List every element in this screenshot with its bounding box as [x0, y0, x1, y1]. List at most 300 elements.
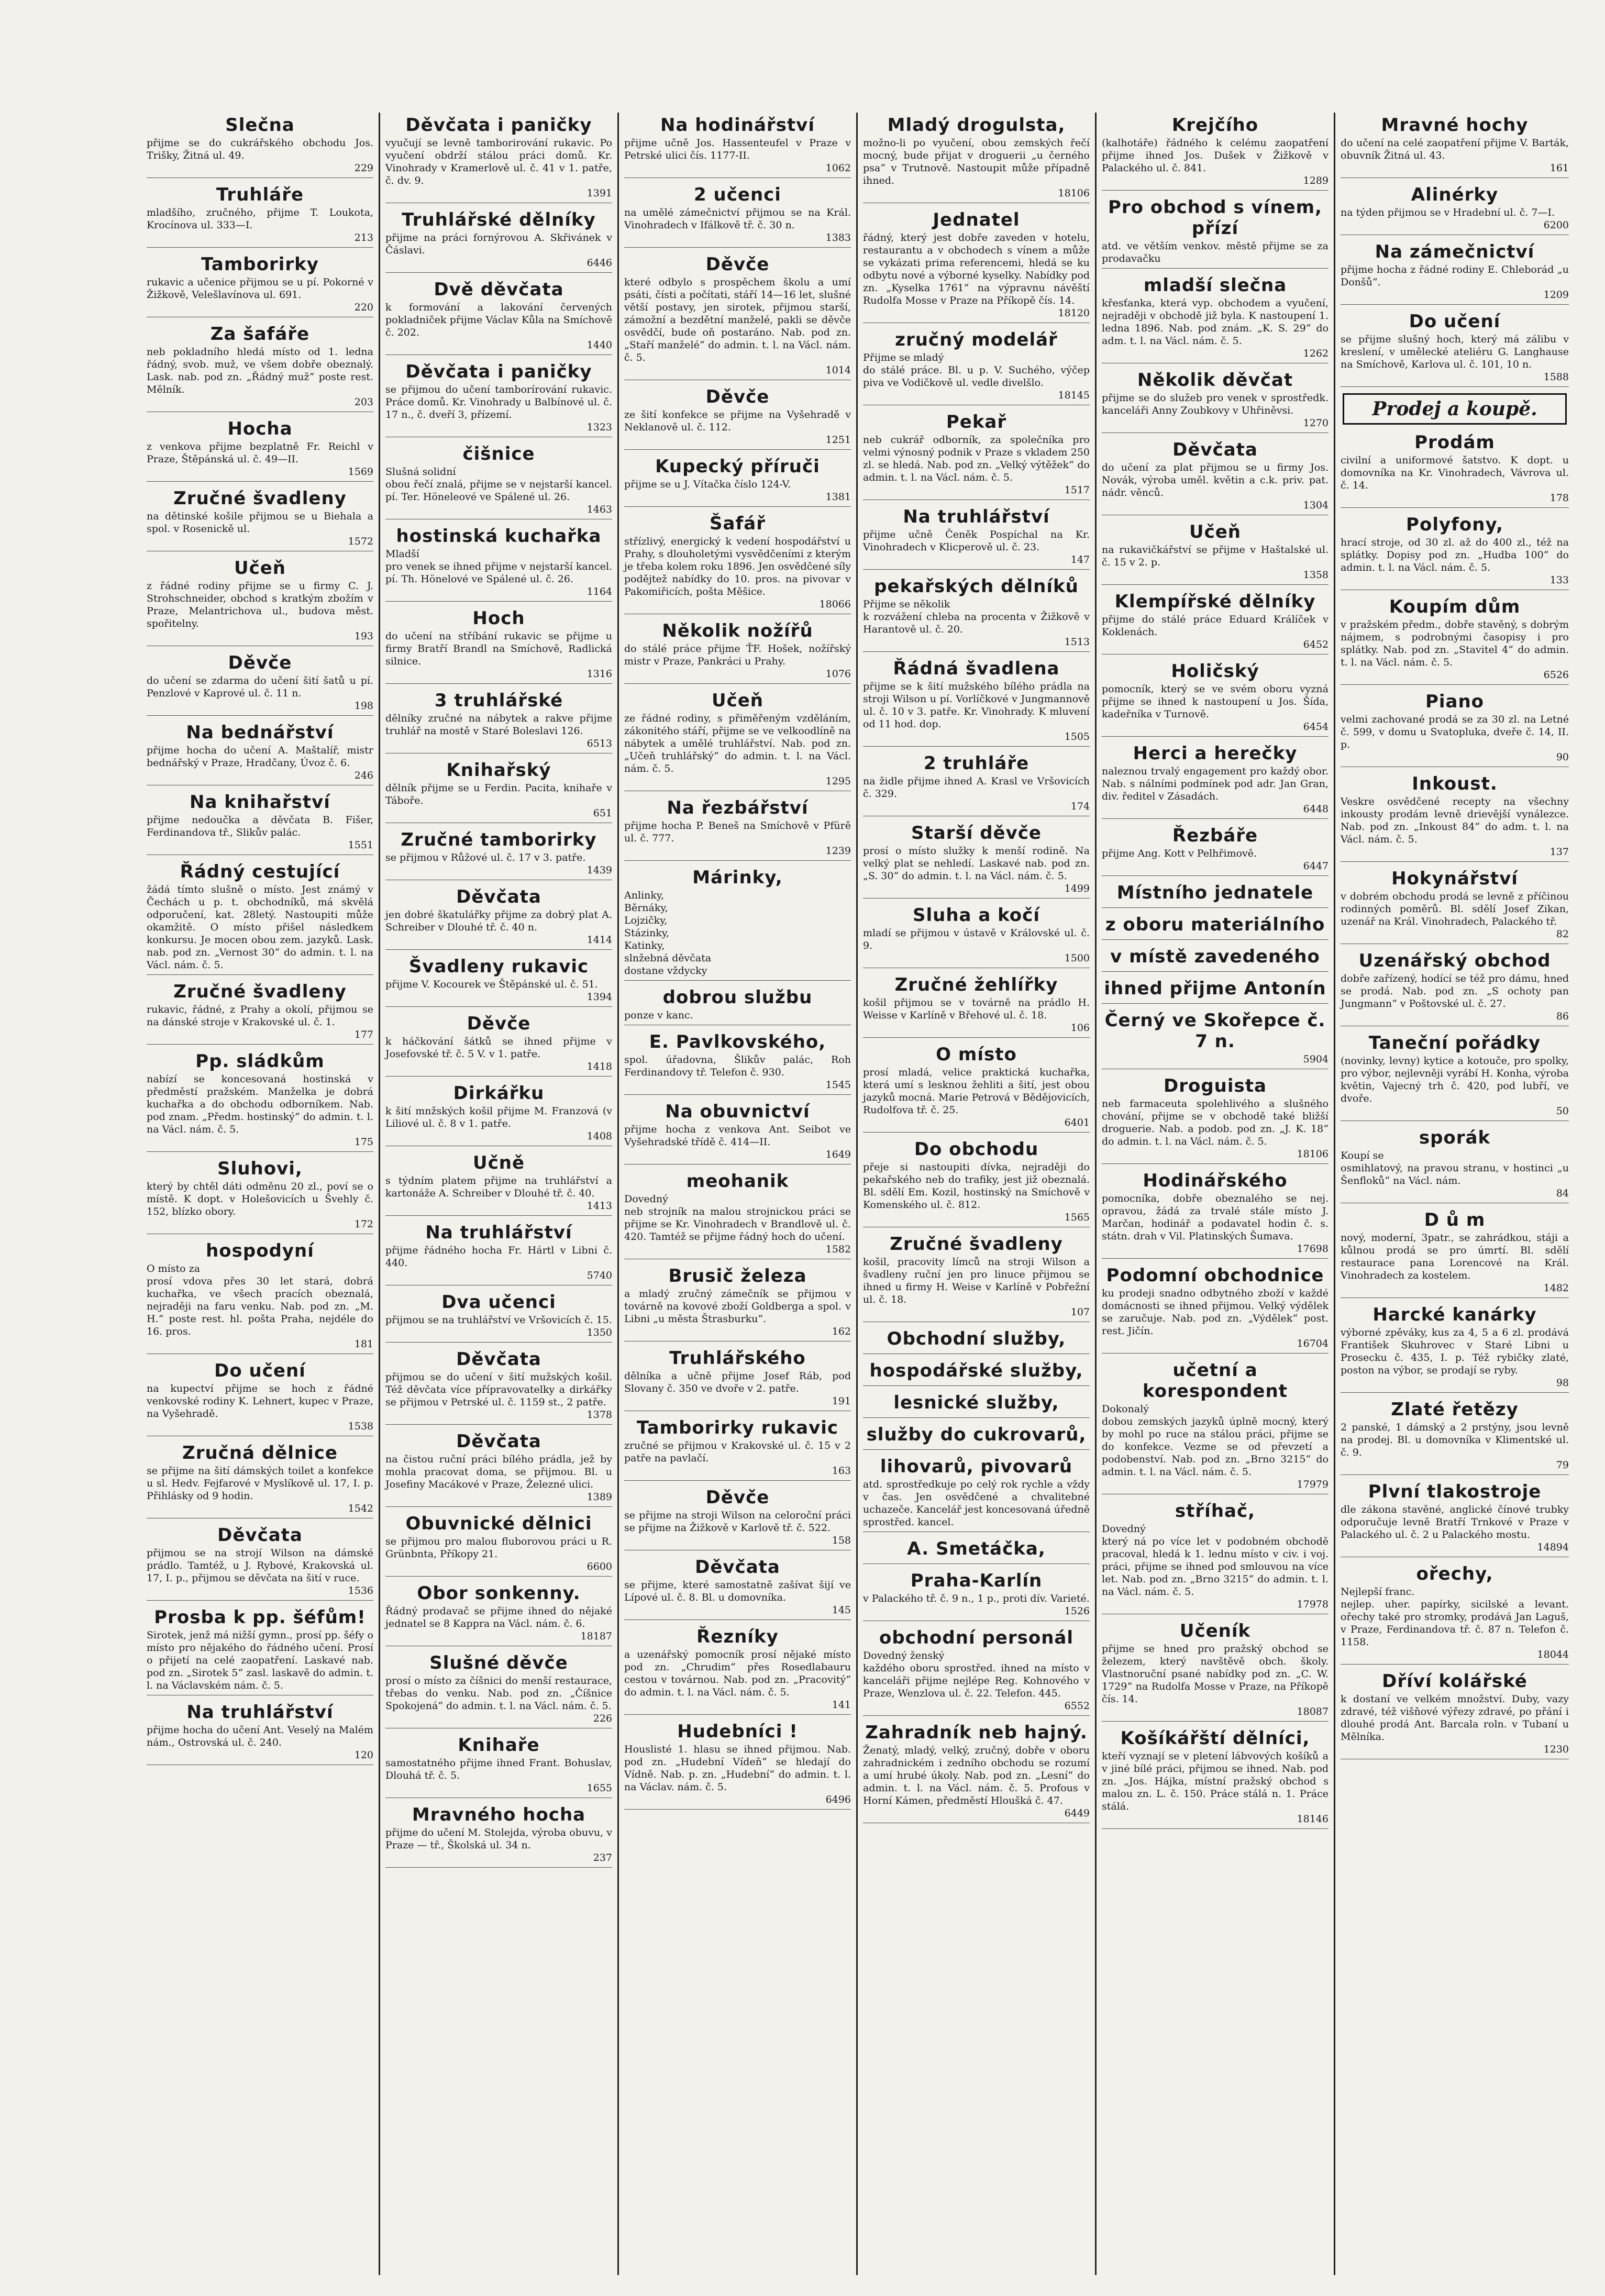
ad-number: 18145 [1058, 390, 1090, 401]
ad-title: 2 učenci [694, 184, 781, 205]
ad-body: civilní a uniformové šatstvo. K dopt. u domovníka na Kr. Vinohradech, Vávrova ul. č. 14. [1341, 454, 1569, 491]
ad-title: Děvčata [456, 886, 541, 907]
ad-text [863, 1161, 1090, 1211]
ad-title: Krejčího [1171, 115, 1259, 136]
ad-body: a uzenářský pomocník prosí nějaké místo pod zn. „Chrudim“ přes Rosedlabauru cestou v továrnou. Nab. pod zn. „Pracovitý“ do admin. t. l. na Václ. nám. č. 5. [624, 1649, 851, 1698]
ad-title: Pekař [946, 412, 1007, 432]
ad-text [624, 1579, 851, 1604]
ad-title: Učeň [1189, 522, 1242, 542]
classified-ad [1341, 311, 1569, 387]
ad-text [1341, 1693, 1569, 1743]
ad-title: Dirkářku [453, 1083, 545, 1104]
ad-body: dobře zařízený, hodící se též pro dámu, hned se prodá. Nab. pod zn. „S ochoty pan Jungmann“ v Poštovské ul. č. 27. [1341, 973, 1569, 1010]
ad-number: 1413 [586, 1200, 612, 1212]
classified-ad [385, 1583, 612, 1646]
ad-text [1102, 297, 1329, 347]
ad-body: v dobrém obchodu prodá se levně z příčinou rodinných poměrů. Bl. sdělí Josef Zikan, uzenář na Král. Vinohradech, Palackého tř. [1341, 891, 1569, 927]
ad-body: Nejlepší franc. nejlep. uher. papírky, sicilské a levant. ořechy také pro stromky, prodává Jan Laguš, v Praze, Ferdinandova tř. č. 87 n. Telefon č. 1158. [1341, 1586, 1569, 1648]
ad-number: 6526 [1543, 669, 1569, 681]
ad-text [863, 1256, 1090, 1306]
ad-text [385, 1314, 612, 1326]
ad-body: přijmou se na truhlářství ve Vršovicích č. 15. [385, 1314, 612, 1326]
ad-body: Dovedný který ná po více let v podobném obchodě pracoval, hledá k 1. lednu místo v civ. i voj. práci, přijme se ihned pod smlouvou na více let. Nab. pod zn. „Brno 3215“ do admin. t. l. na Václ. nám. č. 5. [1102, 1523, 1329, 1598]
ad-body: Přijme se mladý do stálé práce. Bl. u p. V. Suchého, výčep piva ve Vodičkově ul. vedle divelšlo. [863, 352, 1090, 389]
ad-body: prosí o místo za číšnici do menší restaurace, třebas do venku. Nab. pod zn. „Číšnice Spokojená“ do admin. t. l. na Václ. nám. č. 5. [385, 1675, 612, 1712]
ad-title: A. Smetáčka, [907, 1538, 1046, 1559]
ad-text [385, 1105, 612, 1130]
ad-title: Prodám [1414, 432, 1495, 453]
ad-title: Zručné tamborirky [401, 829, 597, 850]
ad-text [1341, 137, 1569, 162]
ad-title: Alinérky [1411, 184, 1499, 205]
ad-title: Děvčata [456, 1349, 541, 1370]
classified-ad [385, 209, 612, 273]
ad-body: (kalhotáře) řádného k celému zaopatření přijme ihned Jos. Dušek v Žižkově v Palackého ul. č. 841. [1102, 137, 1329, 174]
ad-body: (novinky, levny) kytice a kotouče, pro spolky, pro výbor, nejlevněji vyrábí H. Konha, výroba květin, Vajecný trh č. 420, pod lubří, ve dvoře. [1341, 1055, 1569, 1104]
ad-text [385, 383, 612, 421]
ad-title: Truhlářské dělníky [402, 209, 596, 230]
ad-title: Uzenářský obchod [1358, 950, 1551, 971]
ad-title: hospodyní [206, 1240, 314, 1261]
ad-title: Brusič železa [668, 1266, 807, 1286]
ad-text [147, 1262, 373, 1338]
ad-body: ku prodeji snadno odbytného zboží v každé domácnosti se ihned přijmou. Velký výdělek se zaručuje. Nab. pod zn. „Výdělek“ post. rest. Jičín. [1102, 1288, 1329, 1337]
ad-number: 5904 [1303, 1053, 1329, 1065]
ad-title: Švadleny rukavic [408, 956, 589, 977]
ad-title: Plvní tlakostroje [1368, 1481, 1542, 1502]
ad-number: 1569 [348, 466, 373, 478]
ad-body: přijme řádného hocha Fr. Hártl v Libni č. 440. [385, 1245, 612, 1269]
ad-text [1341, 890, 1569, 928]
ad-number: 79 [1556, 1459, 1569, 1471]
classified-ad [863, 576, 1090, 652]
classified-ad [624, 1031, 851, 1095]
ad-title: hospodářské služby, [869, 1360, 1083, 1381]
ad-body: s týdním platem přijme na truhlářství a kartonáže A. Schreiber v Dlouhé tř. č. 40. [385, 1175, 612, 1199]
classified-ad [147, 1360, 373, 1436]
ad-number: 17978 [1297, 1599, 1329, 1610]
classified-ad [1341, 691, 1569, 767]
ad-number: 162 [832, 1326, 851, 1337]
ad-text [1341, 1055, 1569, 1105]
classified-ad [385, 829, 612, 880]
ad-number: 1262 [1303, 348, 1329, 359]
ad-number: 1414 [586, 934, 612, 946]
ad-number: 145 [832, 1604, 851, 1616]
ad-text [863, 434, 1090, 484]
ad-number: 1418 [586, 1061, 612, 1072]
ad-body: k šití mnžských košil přijme M. Franzová (v Liliové ul. č. 8 v 1. patře. [385, 1105, 612, 1129]
ad-number: 193 [354, 630, 373, 642]
ad-number: 161 [1549, 162, 1569, 174]
ad-body: kteří vyznají se v pletení lábvových košíků a v jiné bílé práci, přijmou se ihned. Nab. pod zn. „Jos. Hájka, místní pražský obchod s malou zn. L. č. 150. Práce stálá n. 1. Práce stálá. [1102, 1750, 1329, 1812]
classified-ad [863, 1570, 1090, 1621]
classified-ad [147, 324, 373, 412]
ad-body: přijme na práci fornýrovou A. Skřivánek v Čáslavi. [385, 232, 612, 256]
classified-ad [1341, 950, 1569, 1026]
ad-body: možno-li po vyučení, obou zemských řečí mocný, bude přijat v droguerii „u černého psa“ v Trutnově. Nastoupit může případně ihned. [863, 137, 1090, 186]
ad-title: Podomní obchodnice [1106, 1265, 1324, 1286]
ad-number: 106 [1070, 1022, 1090, 1034]
ad-number: 1565 [1064, 1212, 1090, 1223]
ad-title: 2 truhláře [923, 753, 1030, 774]
classified-ad [1341, 868, 1569, 944]
ad-body: ze řádné rodiny, s přiměřeným vzděláním, zákonitého stáří, přijme se ve velkoodlíně na nábytek a umělé truhlářství. Nab. pod zn. „Učeň truhlářský“ do admin. t. l. na Václ. nám. č. 5. [624, 713, 851, 774]
ad-number: 6449 [1064, 1807, 1090, 1819]
ad-text [1102, 1750, 1329, 1813]
ad-body: do učení na stříbání rukavic se přijme u firmy Bratří Brandl na Smíchově, Radlická silnice. [385, 630, 612, 667]
classified-ad [147, 792, 373, 855]
ad-body: naleznou trvalý engagement pro každý obor. Nab. s nálními podmínek pod adr. Jan Gran, div. ředitel v Zásadách. [1102, 766, 1329, 802]
classified-ad [863, 209, 1090, 323]
ad-body: Sirotek, jenž má nižší gymn., prosí pp. šéfy o místo pro nějakého do řádného učení. Prosí o přijetí na celé zaopatření. Laskavé nab. pod zn. „Sirotek 5“ zasl. laskavě do admin. t. l. na Václavském nám. č. 5. [147, 1629, 373, 1691]
ad-title: sporák [1419, 1127, 1491, 1148]
ad-text [1341, 333, 1569, 371]
classified-ad [1102, 1265, 1329, 1354]
classified-ad [385, 956, 612, 1007]
classified-ad [1102, 1501, 1329, 1614]
ad-title: Kupecký příruči [655, 456, 820, 477]
ad-number: 1517 [1064, 484, 1090, 496]
ad-number: 1209 [1543, 289, 1569, 301]
ad-title: Děvčata i paničky [405, 115, 592, 136]
ad-text [624, 1123, 851, 1148]
ad-title: Obchodní služby, [887, 1328, 1066, 1349]
ad-title: Na truhlářství [903, 506, 1050, 527]
ad-number: 229 [354, 162, 373, 174]
classified-ad [385, 1349, 612, 1425]
ad-body: se přijmou do učení tamborírování rukavic. Práce domů. Kr. Vinohrady u Balbínové ul. č. 17 n., č. dveří 3, přízemí. [385, 384, 612, 420]
ad-body: Veskre osvědčené recepty na všechny inkousty prodám levně drievější vynálezce. Nab. pod zn. „Inkoust 84“ do adm. t. l. na Václ. nám. č. 5. [1341, 796, 1569, 845]
ad-title: Do obchodu [914, 1139, 1039, 1160]
ad-title: Za šafáře [210, 324, 310, 345]
ad-text [863, 680, 1090, 730]
ad-body: Dovedný neb strojník na malou strojnickou práci se přijme se Kr. Vinohradech v Brandlově ul. č. 420. Tamtéž se přijme řádný hoch do učení. [624, 1193, 851, 1243]
column-4 [858, 113, 1097, 2275]
ad-number: 172 [354, 1218, 373, 1230]
ad-number: 1655 [586, 1782, 612, 1794]
ad-number: 203 [354, 396, 373, 408]
ad-text [147, 1724, 373, 1749]
classified-ad [385, 1735, 612, 1798]
ad-text [147, 1465, 373, 1502]
classified-ad [385, 1431, 612, 1507]
ad-text [147, 744, 373, 769]
ad-text [863, 845, 1090, 882]
ad-number: 163 [832, 1465, 851, 1477]
ad-text [147, 1547, 373, 1584]
ad-title: Jednatel [933, 209, 1020, 230]
classified-ad [1102, 882, 1329, 908]
classified-ad [147, 1158, 373, 1234]
ad-text [624, 1193, 851, 1243]
ad-title: čišnice [462, 443, 535, 464]
classified-ad [1341, 773, 1569, 862]
ad-text [1102, 1643, 1329, 1705]
ad-number: 178 [1549, 492, 1569, 504]
ad-title: 3 truhlářské [434, 690, 563, 711]
classified-ad [1341, 1210, 1569, 1298]
ad-body: samostatného přijme ihned Frant. Bohuslav, Dlouhá tř. č. 5. [385, 1757, 612, 1781]
classified-ad [1341, 1127, 1569, 1203]
ad-text [385, 630, 612, 668]
ad-number: 6600 [586, 1561, 612, 1572]
ad-title: lihovarů, pivovarů [880, 1456, 1073, 1477]
ad-number: 1482 [1543, 1282, 1569, 1294]
ad-number: 1323 [586, 422, 612, 433]
ad-body: se přijme slušný hoch, který má zálibu v kreslení, v umělecké ateliéru G. Langhause na Smíchově, Karlova ul. č. 101, 10 n. [1341, 334, 1569, 370]
ad-title: Zručná dělnice [182, 1443, 338, 1463]
ad-body: se přijmou pro malou fluborovou práci u R. Grünbnta, Příkopy 21. [385, 1536, 612, 1560]
ad-number: 82 [1556, 928, 1569, 940]
ad-title: Slečna [225, 115, 295, 136]
ad-text [863, 598, 1090, 636]
ad-body: žádá tímto slušně o místo. Jest známý v Čechách u p. t. obchodníků, má skvělá odporučení, kat. 28letý. Nastoupiti může okamžitě. O místo přišel následkem konkursu. Je mocen obou zem. jazyků. Lask. nab. pod zn. „Vernost 30“ do admin. t. l. na Václ. nám. č. 5. [147, 884, 373, 971]
ad-number: 18120 [1058, 307, 1090, 319]
ad-title: Knihařský [446, 760, 551, 781]
ad-body: neb farmaceuta spolehlivého a slušného chování, přijme se v obchodě také bližší droguerie. Nab. a podob. pod zn. „J. K. 18“ do admin. t. l. na Václ. nám. č. 5. [1102, 1098, 1329, 1147]
ad-title: Hokynářství [1391, 868, 1518, 889]
ad-title: Starší děvče [911, 823, 1042, 844]
ad-number: 1572 [348, 536, 373, 547]
column-6 [1335, 113, 1574, 2275]
ad-title: Děvče [705, 254, 770, 275]
classified-ad [385, 690, 612, 753]
classified-ad [385, 1013, 612, 1077]
ad-body: O místo za prosí vdova přes 30 let stará, dobrá kuchařka, ve všech pracích obeznalá, nejraději na faru venku. Nab. pod zn. „M. H.“ poste rest. hl. pošta Praha, nejdéle do 16. pros. [147, 1263, 373, 1337]
ad-text [624, 1648, 851, 1699]
ad-body: jen dobré škatulářky přijme za dobrý plat A. Schreiber v Dlouhé tř. č. 40 n. [385, 909, 612, 933]
ad-body: z venkova přijme bezplatně Fr. Reichl v Praze, Štěpánská ul. č. 49—II. [147, 441, 373, 465]
ad-title: Černý ve Skořepce č. 7 n. [1104, 1010, 1326, 1052]
classified-ad [1102, 825, 1329, 876]
ad-title: Šafář [710, 513, 766, 534]
ad-title: Učeň [711, 690, 764, 711]
ad-number: 246 [354, 770, 373, 781]
ad-text [624, 712, 851, 775]
ad-body: na židle přijme ihned A. Krasl ve Vršovicích č. 329. [863, 775, 1090, 800]
classified-ad [624, 867, 851, 981]
ad-number: 1439 [586, 864, 612, 876]
ad-body: neb cukrář odborník, za společníka pro velmi výnosný podnik v Praze s vkladem 250 zl. se hledá. Nab. pod zn. „Velký výtěžek“ do admin. t. l. na Václ. nám. č. 5. [863, 434, 1090, 483]
ad-body: přijme učně Jos. Hassenteufel v Praze v Petrské ulici čís. 1177-II. [624, 137, 851, 161]
classified-ad [147, 418, 373, 482]
ad-text [624, 1370, 851, 1395]
ad-number: 1500 [1064, 952, 1090, 964]
ad-body: přijmou se do učení v šití mužských košil. Též děvčata více přípravovatelky a dirkářky se přijmou v Petrské ul. č. 1159 st., 2 patře. [385, 1371, 612, 1408]
classified-ad [1102, 1728, 1329, 1829]
classified-ad [863, 1139, 1090, 1227]
ad-title: Na obuvnictví [665, 1101, 810, 1122]
ad-text [1102, 137, 1329, 174]
ad-text [385, 1371, 612, 1408]
classified-ad [863, 823, 1090, 899]
ad-text [624, 1009, 851, 1022]
classified-ad [1102, 275, 1329, 363]
ad-title: Hocha [227, 418, 293, 439]
ad-text [863, 231, 1090, 307]
classified-ad [385, 1652, 612, 1728]
ad-title: Zručné žehlířky [894, 974, 1058, 995]
ad-title: Dva učenci [441, 1292, 556, 1313]
ad-text [385, 1244, 612, 1269]
ad-body: řádný, který jest dobře zaveden v hotelu, restaurantu a v obchodech s vínem a může se vykázati prima referencemi, hledá se ku odbytu nové a výborné kyselky. Nabídky pod zn. „Kyselka 1761“ na výpravnu návěští Rudolfa Mosse v Praze na Příkopě čís. 14. [863, 232, 1090, 306]
ad-title: Koupím dům [1389, 596, 1521, 617]
ad-number: 1499 [1064, 883, 1090, 894]
ad-text [863, 1649, 1090, 1700]
ad-number: 158 [832, 1535, 851, 1546]
ad-text [624, 137, 851, 162]
classified-ad [147, 1051, 373, 1152]
ad-number: 1304 [1303, 500, 1329, 511]
ad-title: lesnické služby, [893, 1392, 1059, 1413]
ad-number: 107 [1070, 1306, 1090, 1318]
ad-title: Taneční pořádky [1368, 1033, 1541, 1053]
ad-body: přijme hocha z řádné rodiny E. Chleborád „u Donšů“. [1341, 264, 1569, 288]
ad-number: 18087 [1297, 1706, 1329, 1717]
ad-text [1102, 683, 1329, 720]
ad-text [624, 889, 851, 977]
ad-body: k formování a lakování červených pokladniček přijme Václav Kůla na Smíchově č. 202. [385, 302, 612, 338]
classified-ad [147, 254, 373, 317]
classified-ad [147, 1607, 373, 1695]
classified-ad [385, 1222, 612, 1285]
ad-body: přijme nedoučka a děvčata B. Fišer, Ferdinandova tř., Slikův palác. [147, 814, 373, 838]
ad-text [385, 851, 612, 864]
ad-body: rukavic, řádné, z Prahy a okolí, přijmou se na dánské stroje v Krakovské ul. č. 1. [147, 1004, 373, 1028]
ad-text [863, 528, 1090, 553]
ad-title: O místo [936, 1044, 1017, 1065]
ad-title: Hudebníci ! [677, 1721, 798, 1742]
ad-body: na čistou ruční práci bílého prádla, jež by mohla pracovat doma, se přijmou. Bl. u Josefiny Macákové v Praze, Železné ulici. [385, 1454, 612, 1490]
ad-number: 1316 [586, 668, 612, 680]
ad-title: Na truhlářství [186, 1702, 334, 1723]
ad-body: přijme se do cukrářského obchodu Jos. Trišky, Žitná ul. 49. [147, 137, 373, 161]
ad-title: Mladý drogulsta, [887, 115, 1066, 136]
ad-body: Dokonalý dobou zemských jazyků úplně mocný, který by mohl po ruce na stálou práci, přijme se do konfekce. Vezme se od převzetí a podobenství. Nab. pod zn. „Brno 3215“ do admin. t. l. na Václ. nám. č. 5. [1102, 1403, 1329, 1478]
ad-number: 147 [1070, 554, 1090, 565]
ad-text [624, 1439, 851, 1465]
ad-body: rukavic a učenice přijmou se u pí. Pokorné v Žižkově, Velešlavínova ul. 691. [147, 276, 373, 301]
classified-ad [147, 558, 373, 646]
classified-ad [624, 513, 851, 614]
ad-body: které odbylo s prospěchem školu a umí psáti, čísti a počítati, stáří 14—16 let, slušné větší postavy, jen sirotek, přijmou starší, zámožní a bezdětní manželé, pakli se děvče osvědčí, bude oň postaráno. Nab. pod zn. „Staří manželé“ do admin. t. l. na Václ. nám. č. 5. [624, 276, 851, 363]
ad-body: prosí o místo služky k menší rodině. Na velký plat se nehledí. Laskavé nab. pod zn. „S. 30“ do admin. t. l. na Václ. nám. č. 5. [863, 845, 1090, 882]
ad-body: se přijme, které samostatně zašívat šijí ve Lípové ul. č. 8. Bl. u domovníka. [624, 1579, 851, 1603]
classified-ad [863, 1722, 1090, 1823]
ad-body: do učení za plat přijmou se u firmy Jos. Novák, výroba uměl. květin a c.k. priv. pat. nádr. věnců. [1102, 462, 1329, 498]
ad-text [624, 1053, 851, 1079]
ad-title: Truhláře [216, 184, 304, 205]
ad-number: 18187 [580, 1631, 612, 1642]
classified-ad [863, 753, 1090, 816]
ad-text [147, 346, 373, 396]
classified-ad [1102, 115, 1329, 191]
classified-ad [624, 1487, 851, 1550]
classified-ad [863, 974, 1090, 1038]
ad-number: 6401 [1064, 1117, 1090, 1128]
ad-text [863, 351, 1090, 389]
classified-ad [863, 1328, 1090, 1354]
ad-text [1341, 454, 1569, 492]
classified-ad [385, 1804, 612, 1868]
ad-number: 1551 [348, 839, 373, 851]
ad-text [1341, 713, 1569, 751]
classified-ad [385, 115, 612, 203]
ad-body: přijme se u J. Vítačka číslo 124-V. [624, 479, 791, 490]
ad-text [385, 1757, 612, 1782]
ad-text [1341, 1149, 1569, 1187]
ad-number: 1289 [1303, 175, 1329, 186]
ad-number: 137 [1549, 846, 1569, 858]
ad-text [385, 1674, 612, 1712]
ad-body: atd. sprostředkuje po celý rok rychle a vždy v čas. Jen osvědčené a chvalitebné uchazeče. Kancelář jest koncesovaná úředně sprostřed. kancel. [863, 1479, 1090, 1528]
classified-ad [624, 1266, 851, 1341]
ad-title: Několik nožířů [662, 620, 813, 641]
classified-ad [147, 722, 373, 785]
ad-title: Řezbáře [1172, 825, 1258, 846]
classified-ad [863, 905, 1090, 968]
classified-ad [1102, 370, 1329, 433]
ad-body: košil, pracovity límců na stroji Wilson a švadleny ruční jen pro linuce přijmou se ihned u firmy H. Weise v Karlíně v Pobřežní ul. č. 18. [863, 1256, 1090, 1305]
ad-number: 6552 [1064, 1700, 1090, 1712]
ad-number: 1251 [825, 434, 851, 446]
ad-text [863, 1592, 1090, 1605]
ad-number: 1378 [586, 1409, 612, 1421]
ad-text [147, 1073, 373, 1136]
ad-text [863, 775, 1090, 800]
ad-body: nový, moderní, 3patr., se zahrádkou, stáji a kůlnou prodá se pro úmrtí. Bl. sdělí restaurace pana Lorencové na Král. Vinohradech za kostelem. [1341, 1232, 1569, 1281]
ad-body: výborné zpěváky, kus za 4, 5 a 6 zl. prodává František Skuhrovec v Staré Libni u Prosecku č. 435, I. p. Též rybičky zlaté, poston na výbor, se prodají se ryby. [1341, 1327, 1569, 1376]
classified-ad [863, 1392, 1090, 1418]
classified-ad [385, 886, 612, 950]
classified-ad [385, 361, 612, 437]
ad-text [147, 814, 373, 839]
classified-ad [863, 1360, 1090, 1386]
ad-title: z oboru materiálního [1105, 914, 1325, 935]
ad-title: Děvčata i paničky [405, 361, 592, 382]
ad-number: 1076 [825, 668, 851, 680]
ad-body: přijme do učení M. Stolejda, výroba obuvu, v Praze — tř., Školská ul. 34 n. [385, 1827, 612, 1851]
ad-text [1102, 613, 1329, 638]
ad-title: Inkoust. [1412, 773, 1498, 794]
ad-body: pomocník, který se ve svém oboru vyzná přijme se ihned k nastoupení u Jos. Šída, kadeřníka v Turnově. [1102, 683, 1329, 720]
classified-ad [1102, 978, 1329, 1004]
ad-title: Harcké kanárky [1372, 1304, 1537, 1325]
ad-body: na rukavičkářství se přijme v Haštalské ul. č. 15 v 2. p. [1102, 544, 1329, 568]
ad-number: 1545 [825, 1079, 851, 1091]
ad-text [385, 465, 612, 503]
classified-ad [624, 1557, 851, 1620]
ad-body: 2 panské, 1 dámský a 2 prstýny, jsou levně na prodej. Bl. u domovníka v Klimentské ul. č. 9. [1341, 1422, 1569, 1458]
classified-ad [385, 760, 612, 823]
classified-ad [624, 456, 851, 507]
ad-title: Zručné švadleny [173, 488, 347, 509]
ad-title: v místě zavedeného [1110, 946, 1320, 967]
ad-body: Přijme se několik k rozvážení chleba na procenta v Žižkově v Harantově ul. č. 20. [863, 598, 1090, 635]
newspaper-page [141, 113, 1576, 2275]
ad-title: Na knihařství [190, 792, 330, 813]
ad-body: Ženatý, mladý, velký, zručný, dobře v oboru zahradnickém i zedního obchodu se rozumí a umí hrubé úkoly. Nab. pod zn. „Lesní“ do admin. t. l. na Václ. nám. č. 5. Profous v Horní Kámen, předměstí Hloušká č. 47. [863, 1745, 1090, 1806]
classified-ad [1341, 184, 1569, 235]
ad-number: 1513 [1064, 636, 1090, 648]
ad-body: přijme se k šití mužského bílého prádla na stroji Wilson u pí. Vorlíčkové v Jungmannově ul. č. 10 v 3. patře. Kr. Vinohrady. K mluvení od 11 hod. dop. [863, 681, 1090, 730]
classified-ad [1102, 197, 1329, 269]
ad-text [1341, 618, 1569, 669]
classified-ad [624, 1626, 851, 1715]
ad-body: prosí mladá, velice praktická kuchařka, která umí s lesknou žehliti a šití, jest obou jazyků mocná. Marie Petrová v Bědějovicích, Rudolfova tř. č. 25. [863, 1067, 1090, 1116]
classified-ad [1102, 1621, 1329, 1722]
